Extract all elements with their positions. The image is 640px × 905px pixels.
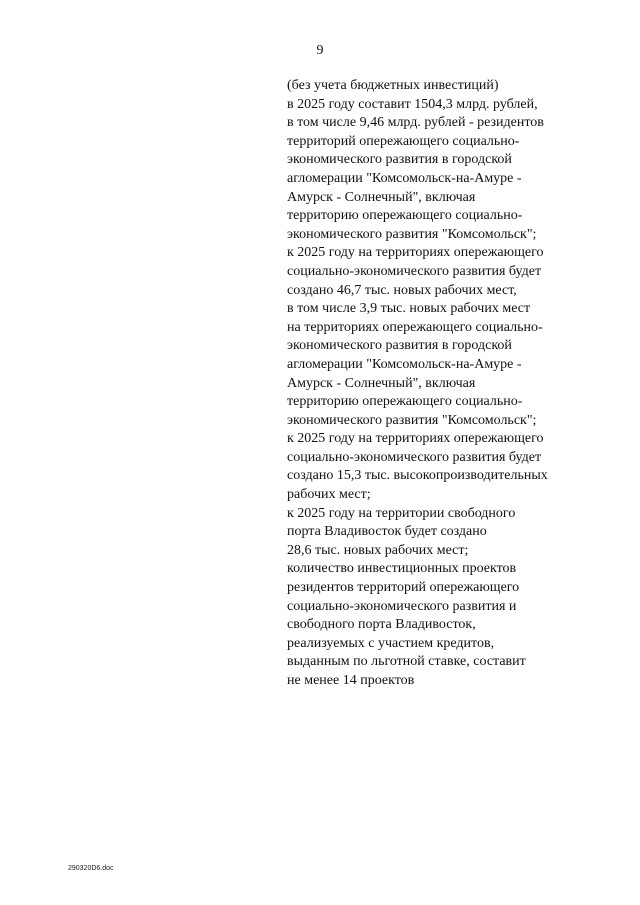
text-line: рабочих мест; (287, 487, 371, 503)
text-line: Амурск - Солнечный", включая (287, 189, 476, 205)
text-line: выданным по льготной ставке, составит (287, 654, 526, 670)
text-line: агломерации "Комсомольск-на-Амуре - (287, 356, 522, 372)
text-line: территорию опережающего социально- (287, 208, 523, 224)
text-line: резидентов территорий опережающего (287, 580, 520, 596)
text-line: на территориях опережающего социально- (287, 319, 543, 335)
text-line: в том числе 9,46 млрд. рублей - резидентов (287, 115, 544, 131)
text-line: к 2025 году на территориях опережающего (287, 431, 544, 447)
text-line: экономического развития в городской (287, 338, 512, 354)
text-line: социально-экономического развития будет (287, 263, 542, 279)
text-line: порта Владивосток будет создано (287, 524, 487, 540)
text-line: к 2025 году на территориях опережающего (287, 245, 544, 261)
text-line: экономического развития "Комсомольск"; (287, 226, 537, 242)
text-line: реализуемых с участием кредитов, (287, 635, 495, 651)
text-line: 28,6 тыс. новых рабочих мест; (287, 542, 469, 558)
text-line: территорий опережающего социально- (287, 133, 520, 149)
text-line: создано 15,3 тыс. высокопроизводительных (287, 468, 548, 484)
text-line: в 2025 году составит 1504,3 млрд. рублей, (287, 96, 538, 112)
text-line: территорию опережающего социально- (287, 394, 523, 410)
page-number: 9 (316, 43, 324, 58)
text-line: Амурск - Солнечный", включая (287, 375, 476, 391)
text-line: количество инвестиционных проектов (287, 561, 517, 577)
text-line: экономического развития в городской (287, 152, 512, 168)
text-line: социально-экономического развития будет (287, 449, 542, 465)
text-line: создано 46,7 тыс. новых рабочих мест, (287, 282, 517, 298)
text-line: (без учета бюджетных инвестиций) (287, 78, 499, 93)
text-line: не менее 14 проектов (287, 673, 415, 688)
text-line: к 2025 году на территории свободного (287, 505, 516, 521)
document-code: 290320D6.doc (68, 865, 114, 872)
text-line: агломерации "Комсомольск-на-Амуре - (287, 170, 522, 186)
text-line: свободного порта Владивосток, (287, 617, 476, 633)
text-line: экономического развития "Комсомольск"; (287, 412, 537, 428)
text-line: социально-экономического развития и (287, 598, 517, 614)
text-line: в том числе 3,9 тыс. новых рабочих мест (287, 301, 531, 317)
body-text (287, 77, 607, 691)
